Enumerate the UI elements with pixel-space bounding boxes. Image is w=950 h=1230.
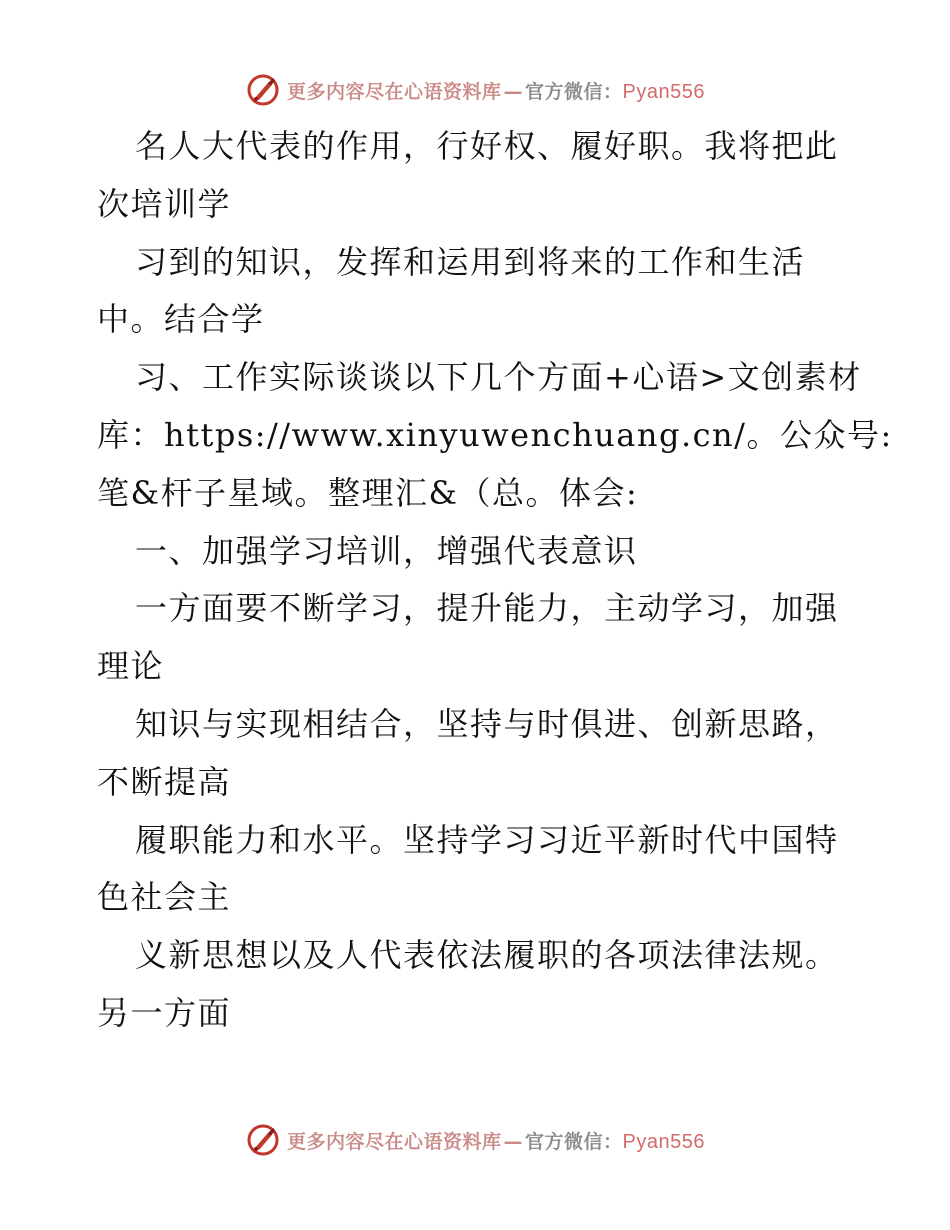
text-line: 笔&杆子星域。整理汇&（总。体会: (97, 473, 639, 512)
header-banner-separator: — (503, 80, 524, 103)
header-banner (0, 72, 950, 108)
text-line: 次培训学 (97, 184, 232, 223)
text-line: 一方面要不断学习，提升能力，主动学习，加强 (135, 589, 839, 628)
text-line: 习、工作实际谈谈以下几个方面+心语>文创素材 (135, 358, 862, 397)
text-line: 名人大代表的作用，行好权、履好职。我将把此 (135, 127, 839, 165)
text-line: 义新思想以及人代表依法履职的各项法律法规。 (135, 936, 839, 975)
footer-banner-title: 更多内容尽在心语资料库 (287, 1130, 502, 1153)
header-banner-wechat-label: 官方微信： (525, 80, 623, 103)
text-line: 色社会主 (97, 878, 232, 917)
text-line: 理论 (97, 647, 165, 686)
text-line: 习到的知识，发挥和运用到将来的工作和生活 (135, 242, 806, 281)
text-line: 另一方面 (97, 993, 232, 1032)
footer-banner-wechat-label: 官方微信： (525, 1130, 623, 1153)
footer-banner-separator: — (503, 1130, 524, 1153)
footer-banner (0, 1122, 950, 1158)
footer-banner-wechat-id: Pyan556 (622, 1130, 705, 1153)
text-line: 知识与实现相结合，坚持与时俱进、创新思路， (135, 704, 839, 743)
text-line: 库：https://www.xinyuwenchuang.cn/。公众号: (97, 415, 893, 454)
pen-circle-logo-icon (245, 72, 281, 108)
text-line: 中。结合学 (97, 300, 265, 339)
document-body (97, 118, 893, 1043)
header-banner-wechat-id: Pyan556 (622, 80, 705, 103)
text-line: 不断提高 (97, 762, 232, 801)
text-line: 履职能力和水平。坚持学习习近平新时代中国特 (135, 820, 839, 859)
pen-circle-logo-icon (245, 1122, 281, 1158)
section-heading: 一、加强学习培训，增强代表意识 (135, 531, 638, 570)
header-banner-title: 更多内容尽在心语资料库 (287, 80, 502, 103)
